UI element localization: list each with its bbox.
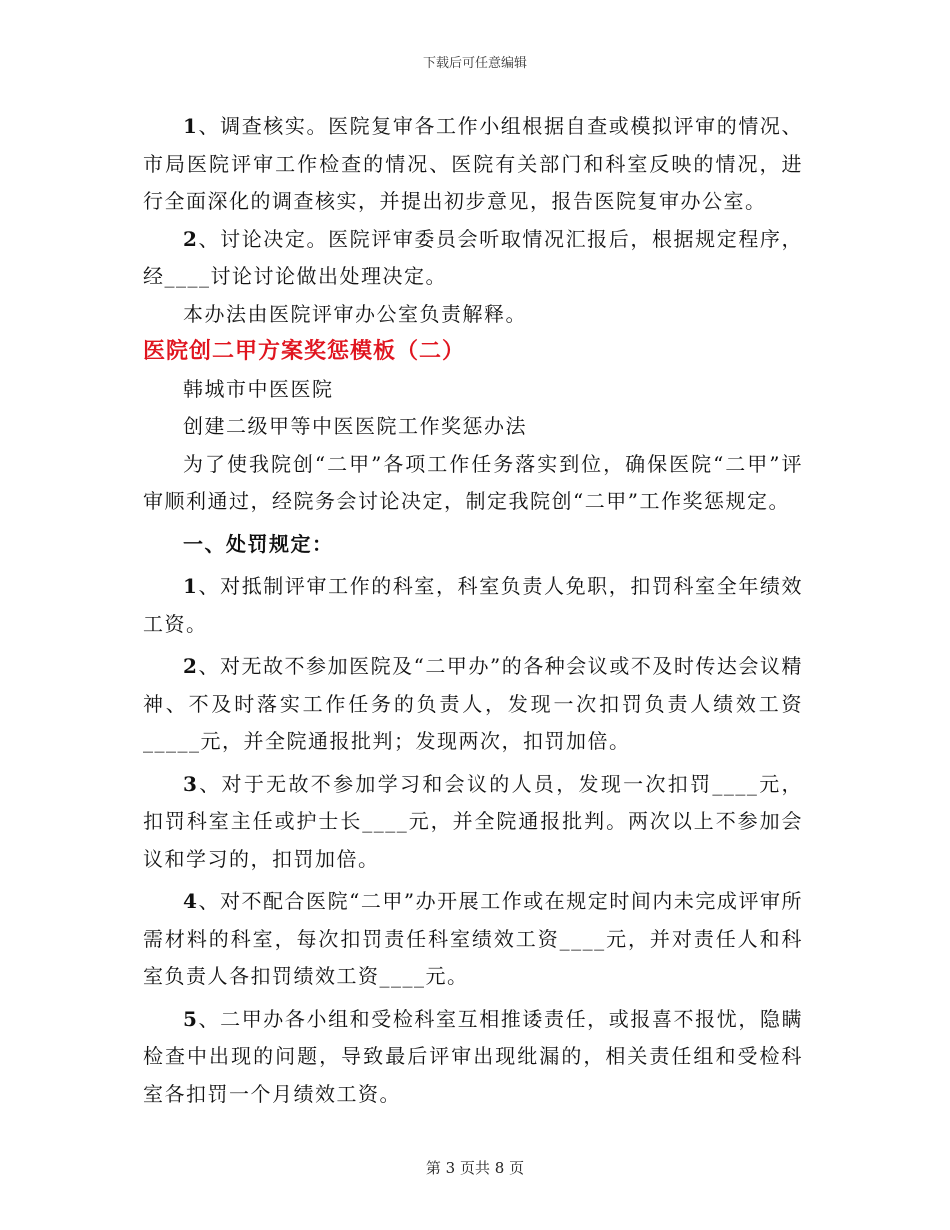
item-number: 1 bbox=[183, 574, 199, 598]
page-header: 下载后可任意编辑 bbox=[422, 56, 527, 71]
hospital-name: 韩城市中医医院 bbox=[183, 376, 334, 401]
item-number: 3 bbox=[183, 771, 199, 796]
penalty-rule-2 bbox=[143, 648, 803, 761]
section-title: 医院创二甲方案奖惩模板（二） bbox=[143, 338, 466, 364]
rule-text: 、对无故不参加医院及“二甲办”的各种会议或不及时传达会议精神、不及时落实工作任务的负责人，发现一次扣罚负责人绩效工资_____元，并全院通报批判；发现两次，扣罚加倍。 bbox=[143, 654, 803, 753]
penalty-rule-5 bbox=[143, 1001, 803, 1114]
section-heading-penalties: 一、处罚规定： bbox=[183, 531, 334, 556]
page-footer: 第 3 页共 8 页 bbox=[425, 1159, 525, 1177]
paragraph-interpretation: 本办法由医院评审办公室负责解释。 bbox=[183, 301, 527, 326]
item-number: 2 bbox=[183, 654, 199, 678]
paragraph-text: 、讨论决定。医院评审委员会听取情况汇报后，根据规定程序，经____讨论讨论做出处理决定。 bbox=[143, 226, 803, 288]
rule-text: 、对不配合医院“二甲”办开展工作或在规定时间内未完成评审所需材料的科室，每次扣罚责任科室绩效工资____元，并对责任人和科室负责人各扣罚绩效工资____元。 bbox=[143, 889, 803, 988]
paragraph-text: 、调查核实。医院复审各工作小组根据自查或模拟评审的情况、市局医院评审工作检查的情况、医院有关部门和科室反映的情况，进行全面深化的调查核实，并提出初步意见，报告医院复审办公室。 bbox=[143, 114, 803, 213]
document-name: 创建二级甲等中医医院工作奖惩办法 bbox=[183, 414, 527, 438]
rule-text: 、对于无故不参加学习和会议的人员，发现一次扣罚____元，扣罚科室主任或护士长____元，并全院通报批判。两次以上不参加会议和学习的，扣罚加倍。 bbox=[143, 771, 803, 871]
rule-text: 、对抵制评审工作的科室，科室负责人免职，扣罚科室全年绩效工资。 bbox=[143, 574, 803, 636]
item-number: 1 bbox=[183, 114, 199, 138]
penalty-rule-3 bbox=[143, 766, 803, 879]
paragraph-decision bbox=[143, 221, 803, 296]
item-number: 5 bbox=[183, 1006, 199, 1031]
document-body bbox=[143, 108, 803, 1113]
intro-paragraph: 为了使我院创“二甲”各项工作任务落实到位，确保医院“二甲”评审顺利通过，经院务会讨论决定，制定我院创“二甲”工作奖惩规定。 bbox=[143, 451, 803, 513]
paragraph-investigation bbox=[143, 108, 803, 221]
item-number: 4 bbox=[183, 889, 199, 913]
penalty-rule-1 bbox=[143, 568, 803, 643]
rule-text: 、二甲办各小组和受检科室互相推诿责任，或报喜不报忧，隐瞒检查中出现的问题，导致最后评审出现纰漏的，相关责任组和受检科室各扣罚一个月绩效工资。 bbox=[143, 1006, 803, 1106]
item-number: 2 bbox=[183, 226, 199, 251]
penalty-rule-4 bbox=[143, 883, 803, 996]
